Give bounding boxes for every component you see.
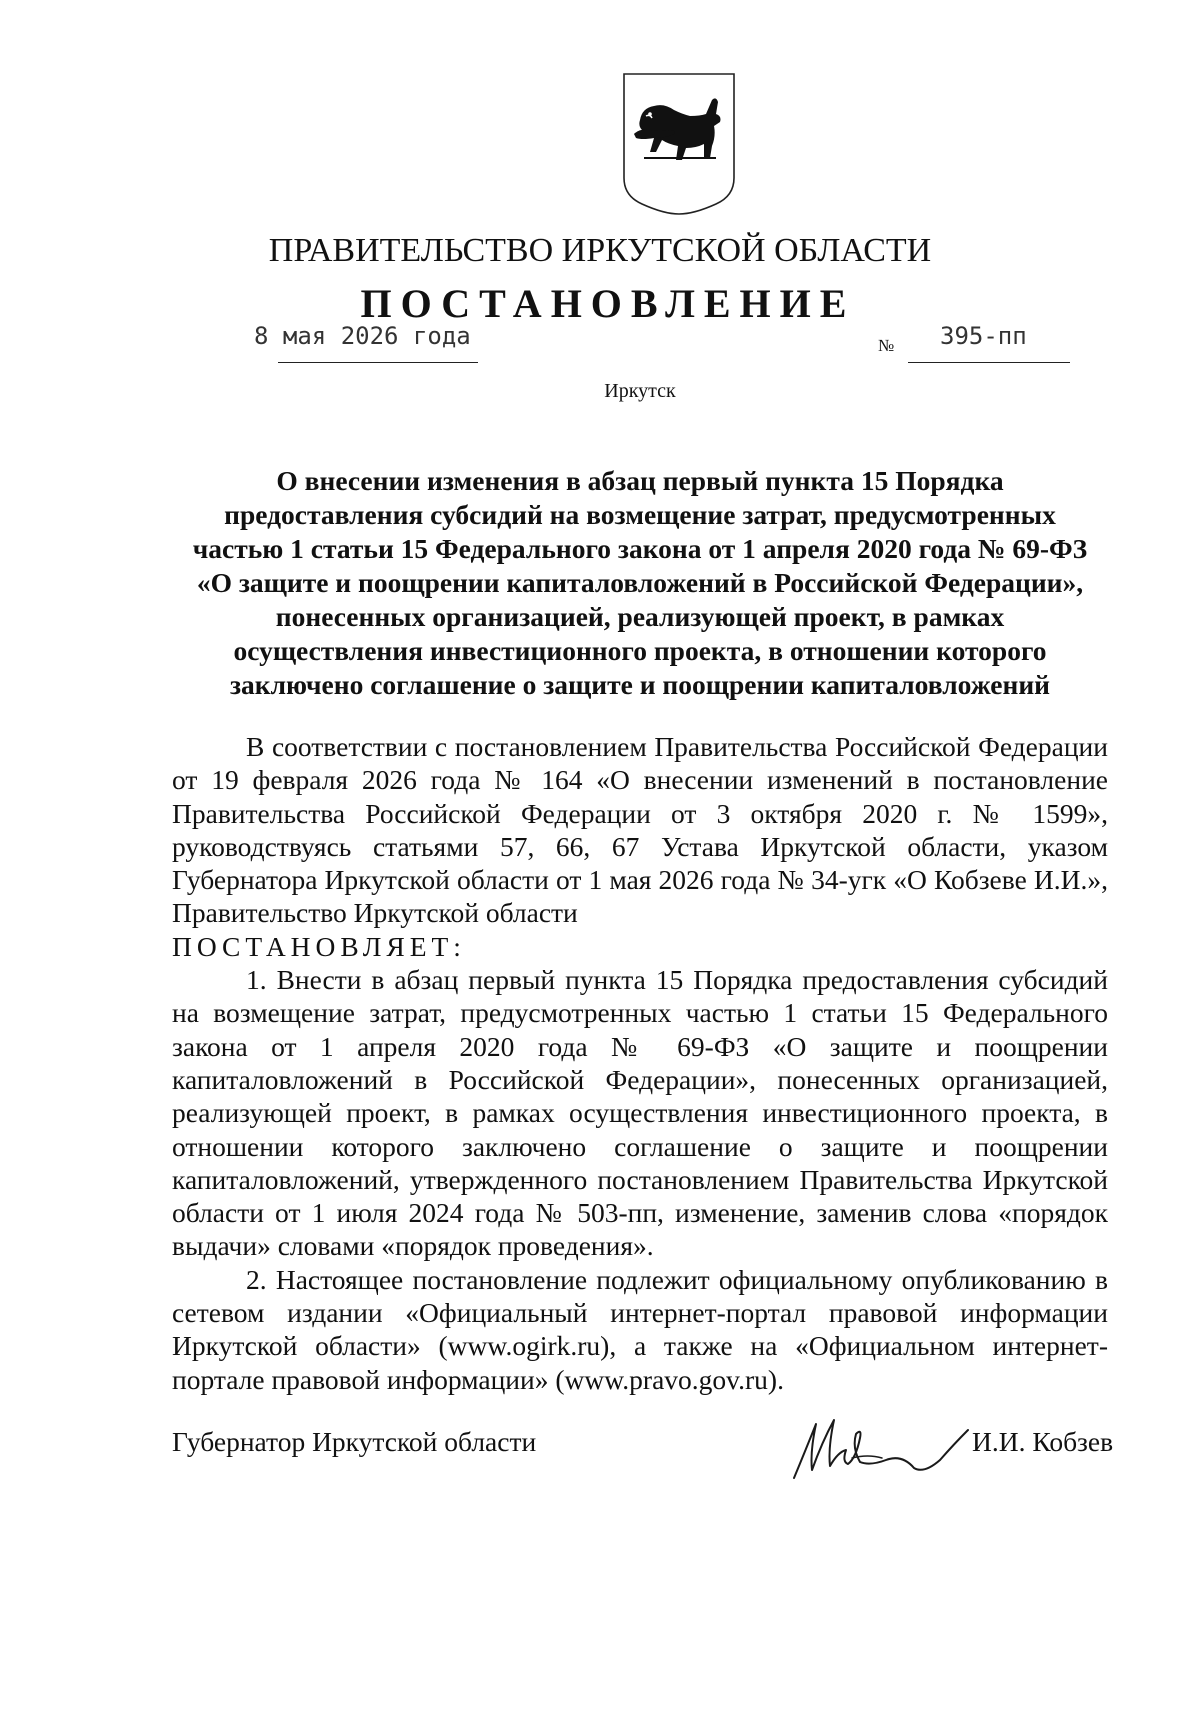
document-type-heading: ПОСТАНОВЛЕНИЕ	[360, 281, 856, 326]
preamble-paragraph: В соответствии с постановлением Правительства Российской Федерации от 19 февраля 2026 года № 164 «О внесении изменений в постановление Правительства Российской Федерации от 3 октября 2020 г. № 1599», руководствуясь статьями 57, 66, 67 Устава Иркутской области, указом Губернатора Иркутской области от 1 мая 2026 года № 34-угк «О Кобзеве И.И.», Правительство Иркутской области	[172, 731, 1108, 929]
document-number-field	[878, 322, 1070, 363]
document-subject	[170, 464, 1110, 702]
city-name: Иркутск	[604, 380, 676, 402]
subject-line: «О защите и поощрении капиталовложений в Российской Федерации»,	[196, 567, 1084, 598]
number-sign: №	[878, 336, 895, 355]
handwritten-signature	[790, 1408, 980, 1486]
signatory-title: Губернатор Иркутской области	[172, 1426, 537, 1457]
decrees-word: ПОСТАНОВЛЯЕТ:	[172, 930, 466, 962]
subject-line: частью 1 статьи 15 Федерального закона от 1 апреля 2020 года № 69-ФЗ	[192, 533, 1088, 564]
subject-line: заключено соглашение о защите и поощрении капиталовложений	[229, 669, 1051, 700]
subject-line: понесенных организацией, реализующей проект, в рамках	[275, 601, 1005, 632]
subject-line: предоставления субсидий на возмещение затрат, предусмотренных	[224, 499, 1056, 530]
coat-of-arms-emblem	[620, 70, 738, 216]
subject-line: осуществления инвестиционного проекта, в отношении которого	[233, 635, 1047, 666]
document-date-field	[254, 322, 478, 363]
decree-item-1: 1. Внести в абзац первый пункта 15 Порядка предоставления субсидий на возмещение затрат, предусмотренных частью 1 статьи 15 Федерального закона от 1 апреля 2020 года № 69-ФЗ «О защите и поощрении капиталовложений в Российской Федерации», понесенных организацией, реализующей проект, в рамках осуществления инвестиционного проекта, в отношении которого заключено соглашение о защите и поощрении капиталовложений, утвержденного постановлением Правительства Иркутской области от 1 июля 2024 года № 503-пп, изменение, заменив слова «порядок выдачи» словами «порядок проведения».	[172, 964, 1108, 1262]
decree-item-2: 2. Настоящее постановление подлежит официальному опубликованию в сетевом издании «Официальный интернет-портал правовой информации Иркутской области» (www.ogirk.ru), а также на «Официальном интернет-портале правовой информации» (www.pravo.gov.ru).	[172, 1263, 1108, 1395]
subject-line: О внесении изменения в абзац первый пункта 15 Порядка	[276, 465, 1004, 496]
document-body	[172, 730, 1108, 1396]
document-date: 8 мая 2026 года	[254, 322, 471, 350]
document-number: 395-пп	[940, 322, 1027, 350]
government-name: ПРАВИТЕЛЬСТВО ИРКУТСКОЙ ОБЛАСТИ	[268, 232, 932, 269]
signatory-name: И.И. Кобзев	[972, 1426, 1114, 1457]
